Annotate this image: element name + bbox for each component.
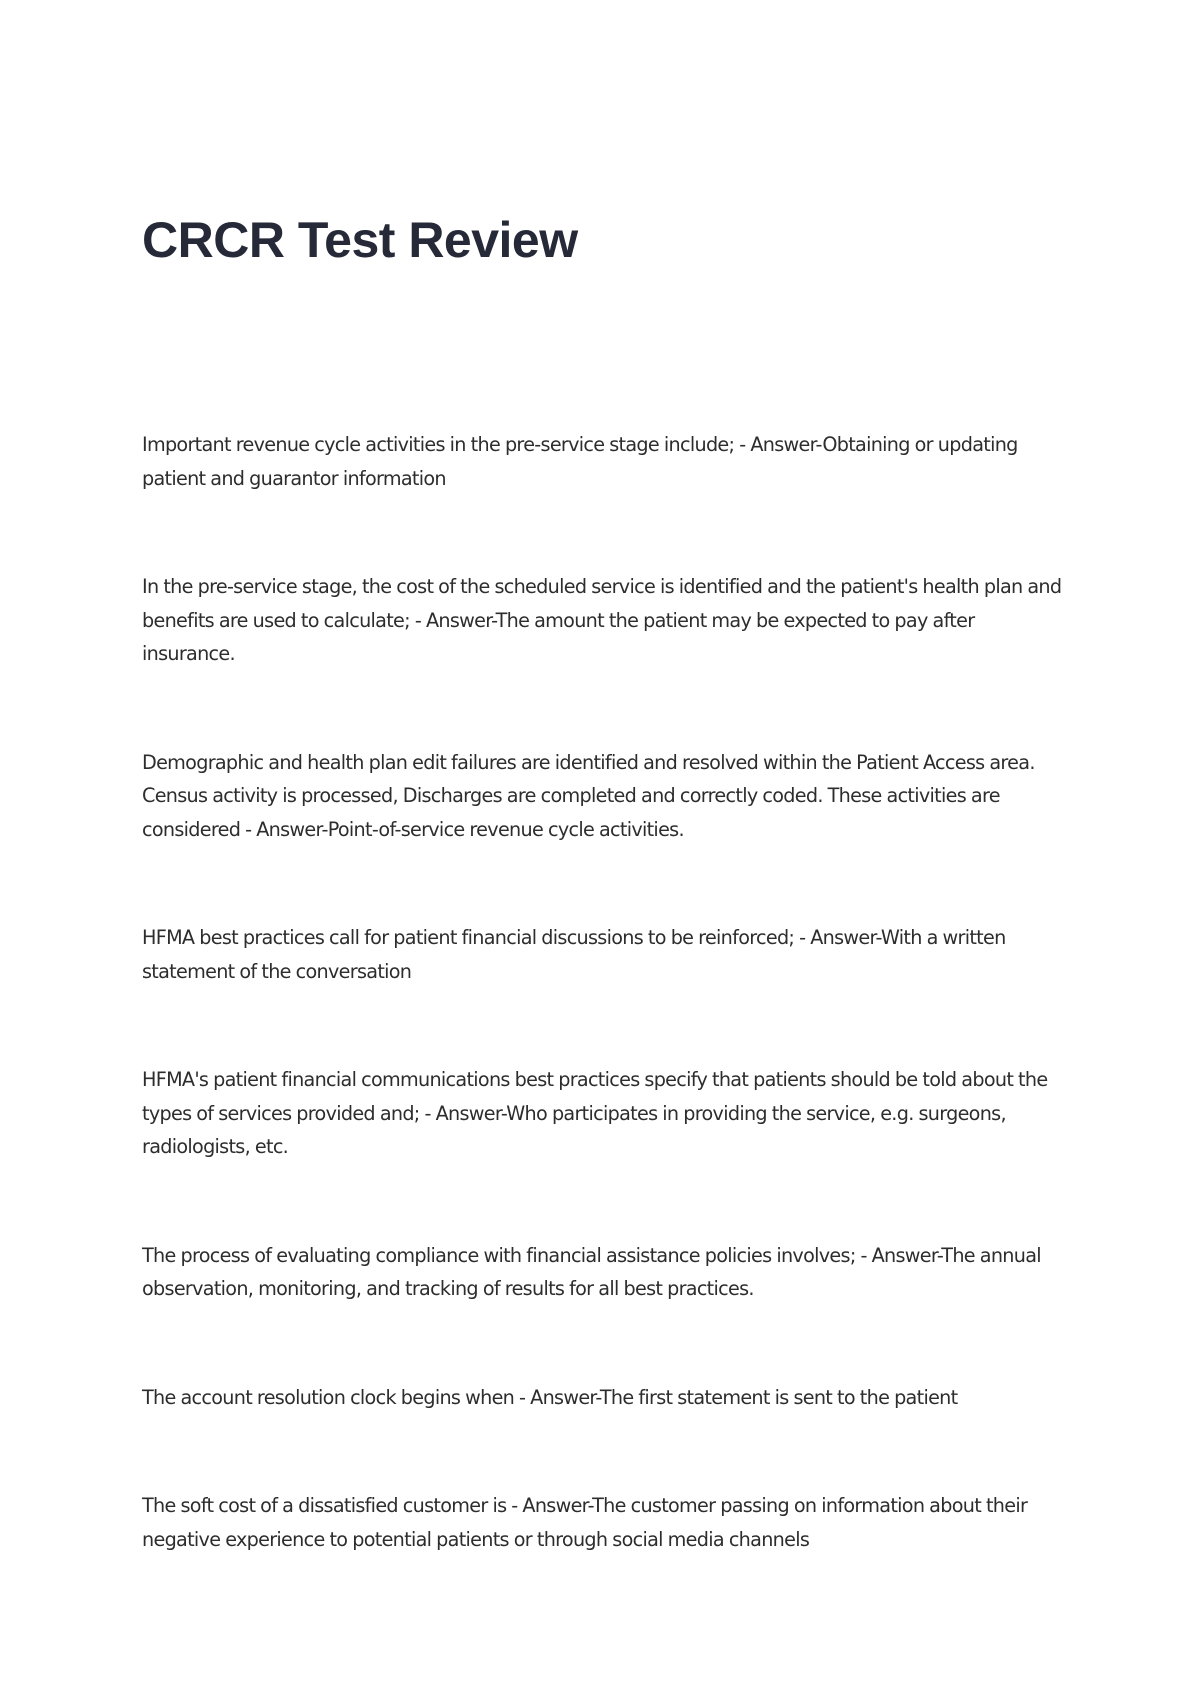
qa-item: HFMA's patient financial communications best practices specify that patients should be told about the types of services provided and; - Answer-Who participates in providing the service, e.g. surgeons, radiologists, etc.	[142, 1068, 1048, 1158]
qa-item: The soft cost of a dissatisfied customer is - Answer-The customer passing on information about their negative experience to potential patients or through social media channels	[142, 1494, 1028, 1551]
qa-item: Demographic and health plan edit failures are identified and resolved within the Patient Access area. Census activity is processed, Discharges are completed and correctly coded. These activities are considered - Answer-Point-of-service revenue cycle activities.	[142, 750, 1035, 841]
qa-list	[142, 428, 1072, 1556]
qa-item: Important revenue cycle activities in the pre-service stage include; - Answer-Obtaining or updating patient and guarantor information	[142, 433, 1018, 490]
qa-item: The account resolution clock begins when - Answer-The first statement is sent to the patient	[142, 1385, 958, 1409]
qa-item: The process of evaluating compliance with financial assistance policies involves; - Answer-The annual observation, monitoring, and tracking of results for all best practices.	[142, 1243, 1041, 1300]
document-title: CRCR Test Review	[142, 212, 578, 268]
qa-item: HFMA best practices call for patient financial discussions to be reinforced; - Answer-With a written statement of the conversation	[142, 926, 1006, 983]
qa-item: In the pre-service stage, the cost of the scheduled service is identified and the patient's health plan and benefits are used to calculate; - Answer-The amount the patient may be expected to pay after insurance.	[142, 575, 1062, 665]
